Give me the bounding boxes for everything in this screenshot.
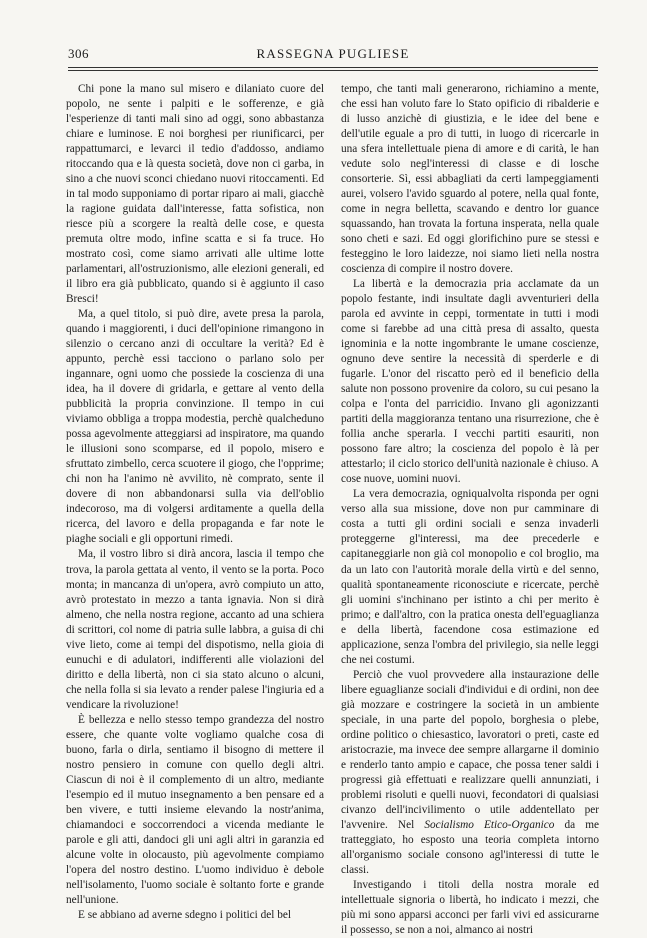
- paragraph: È bellezza e nello stesso tempo grandezza del nostro essere, che quante volte vogliamo qualche cosa di buono, farla o dirla, sentiamo il bisogno di mettere il nostro pensiero in comune con quello degli altri. Ciascun di noi è il complemento di un altro, mediante l'esempio ed il mutuo insegnamento a ben pensare ed a ben vivere, e tutti insieme elevando la nostr'anima, chiamandoci e soccorrendoci a vicenda mediante le parole e gli atti, dandoci gli uni agli altri in garanzia ed alcune volte in olocausto, più agevolmente compiamo l'opera del nostro destino. L'uomo individuo è debole nell'isolamento, l'uomo sociale è soltanto forte e grande nell'unione.: [66, 713, 324, 906]
- header-rule-top: [68, 67, 598, 68]
- page-header: [68, 46, 598, 66]
- text-run: Perciò che vuol provvedere alla instaurazione delle libere eguaglianze sociali d'individui e di ordini, non dee già mozzare e costringere la società in un ambiente speciale, in una parte del popolo, borghesia o plebe, ordine politico o chiesastico, lavoratori o preti, caste ed aristocrazie, ma invece dee sempre allargarne il dominio e renderlo tanto ampio e capace, che possa tener saldi i progressi già effettuati e realizzare quelli annunziati, i problemi risoluti e quelli nuovi, fecondatori di qualsiasi civanzo dell'incivilimento o utile addentellato per l'avvenire. Nel: [341, 668, 599, 831]
- page-number: 306: [68, 46, 89, 61]
- running-title: RASSEGNA PUGLIESE: [256, 46, 410, 61]
- right-column: [341, 82, 599, 938]
- paragraph: Chi pone la mano sul misero e dilaniato cuore del popolo, ne sente i palpiti e le sofferenze, e già l'esperienze di tanti mali sino ad oggi, sono abbastanza chiare e luminose. E noi borghesi per riunificarci, per rappattumarci, e levarci il tedio d'addosso, andiamo ritoccando qua e là questa società, dove non ci garba, in sino a che nuovi sconci chiedano nuovi ritoccamenti. Ed in tal modo supponiamo di portar riparo ai mali, giacchè la ragione guidata dall'interesse, fatta sofistica, non riesce più a scorgere la realtà delle cose, e questa premuta oltre modo, infine scatta e si fa truce. Ho mostrato così, come siamo arrivati alle ultime lotte parlamentari, all'ostruzionismo, alle elezioni generali, ed il libro era già pubblicato, quando si è aggiunto il caso Bresci!: [66, 83, 324, 306]
- header-rule-bottom: [68, 70, 598, 71]
- paragraph: La vera democrazia, ogniqualvolta risponda per ogni verso alla sua missione, dove non pur camminare di costa a tutti gli ordini sociali e senza invaderli proteggerne gl'interessi, ma dee precederle e capitaneggiarle non già col monopolio e col broglio, ma da un lato con l'autorità morale della virtù e del senno, qualità spontaneamente riconosciute e ricercate, perchè gli uomini s'inchinano per istinto a chi per merito è primo; e dall'altro, con la pratica onesta dell'eguaglianza e della libertà, facendone cosa estimazione ed applicazione, senza l'ombra del privilegio, sia nelle leggi che nei costumi.: [341, 488, 599, 666]
- paragraph: Investigando i titoli della nostra morale ed intellettuale signoria o libertà, ho indicato i mezzi, che più mi sono apparsi acconci per farli vivi ed assicurarne il possesso, se non a noi, almanco ai nostri: [341, 878, 599, 936]
- paragraph: La libertà e la democrazia pria acclamate da un popolo festante, indi insultate dagli avventurieri della parola ed avvinte in ceppi, tormentate in tutti i modi come si farebbe ad una città presa di assalto, questa ignominia e la notte ingombrante le umane coscienze, ognuno deve sentire la necessità di sperderle e di fugarle. L'onor del riscatto però ed il beneficio della salute non possono provenire da coloro, su cui pesano la colpa e l'onta del parricidio. Invano gli agonizzanti partiti della maggioranza tentano una risurrezione, che è follia anche sperarla. I vecchi partiti esauriti, non possono fare altro; la coscienza del popolo è là per attestarlo; il ciclo storico dell'unità nazionale è chiuso. A cose nuove, uomini nuovi.: [341, 278, 599, 486]
- left-column: [66, 82, 324, 923]
- paragraph: [341, 668, 599, 878]
- paragraph-continued: tempo, che tanti mali generarono, richiamino a mente, che essi han voluto fare lo Stato opificio di ribalderie e di lusso anzichè di giustizia, e le idee del bene e dell'utile eguale a pro di tutti, in luogo di ricercarle in una sfera intellettuale piena di amore e di carità, le han vedute solo negl'interessi di classe e di losche consorterie. Sì, essi abbagliati da certi lampeggiamenti aurei, volsero l'avido sguardo al potere, nella qual fonte, come in negra belletta, scavando e dentro lor guance squassando, han trovata la fortuna insperata, nella quale sono cheti e sazi. Ed oggi glorifichino pure se stessi e festeggino le loro laidezze, noi siamo lieti nella nostra coscienza di compire il nostro dovere.: [341, 83, 599, 276]
- book-title-italic: Socialismo Etico-Organico: [424, 818, 555, 831]
- paragraph: E se abbiano ad averne sdegno i politici del bel: [78, 908, 292, 921]
- text-run: da me tratteggiato, ho esposto una teoria completa intorno all'organismo sociale consono agl'interessi di tutte le classi.: [341, 818, 600, 876]
- paragraph: Ma, il vostro libro si dirà ancora, lascia il tempo che trova, la parola gettata al vento, il vento se la porta. Poco monta; in mancanza di un'opera, avrò compiuto un atto, avrò protestato in mezzo a tanta ignavia. Non si dirà almeno, che nella nostra regione, accanto ad una schiera di scrittori, col nome di patria sulle labbra, a guisa di chi vive lieto, come ai tempi del dispotismo, nella gioia di eunuchi e di adulatori, indifferenti alle violazioni del diritto e della libertà, non ci sia stato alcuno o alcuni, che nella folla si sia levato a render palese l'ingiuria ed a vendicare la rivoluzione!: [66, 548, 324, 711]
- paragraph: Ma, a quel titolo, si può dire, avete presa la parola, quando i maggiorenti, i duci dell'opinione rimangono in silenzio o cercano anzi di occultare la verità? Ed è appunto, perchè essi tacciono o parlano solo per ingannare, ogni uomo che possiede la coscienza di una idea, ha il dovere di gridarla, e gettare al vento della pubblicità la propria convinzione. Il tempo in cui viviamo obbliga a troppa modestia, perchè qualcheduno possa agevolmente atteggiarsi ad inspiratore, ma quando le illusioni sono scomparse, ed il popolo, misero e sfruttato zimbello, cerca scuotere il giogo, che l'opprime; chi non ha l'animo nè avvilito, nè comprato, sente il dovere di non abbandonarsi sulla via dell'oblio indecoroso, ma di volgersi arditamente a quella della ricerca, del lavoro e della propaganda e far note le piaghe sociali e gli opportuni rimedi.: [66, 308, 324, 546]
